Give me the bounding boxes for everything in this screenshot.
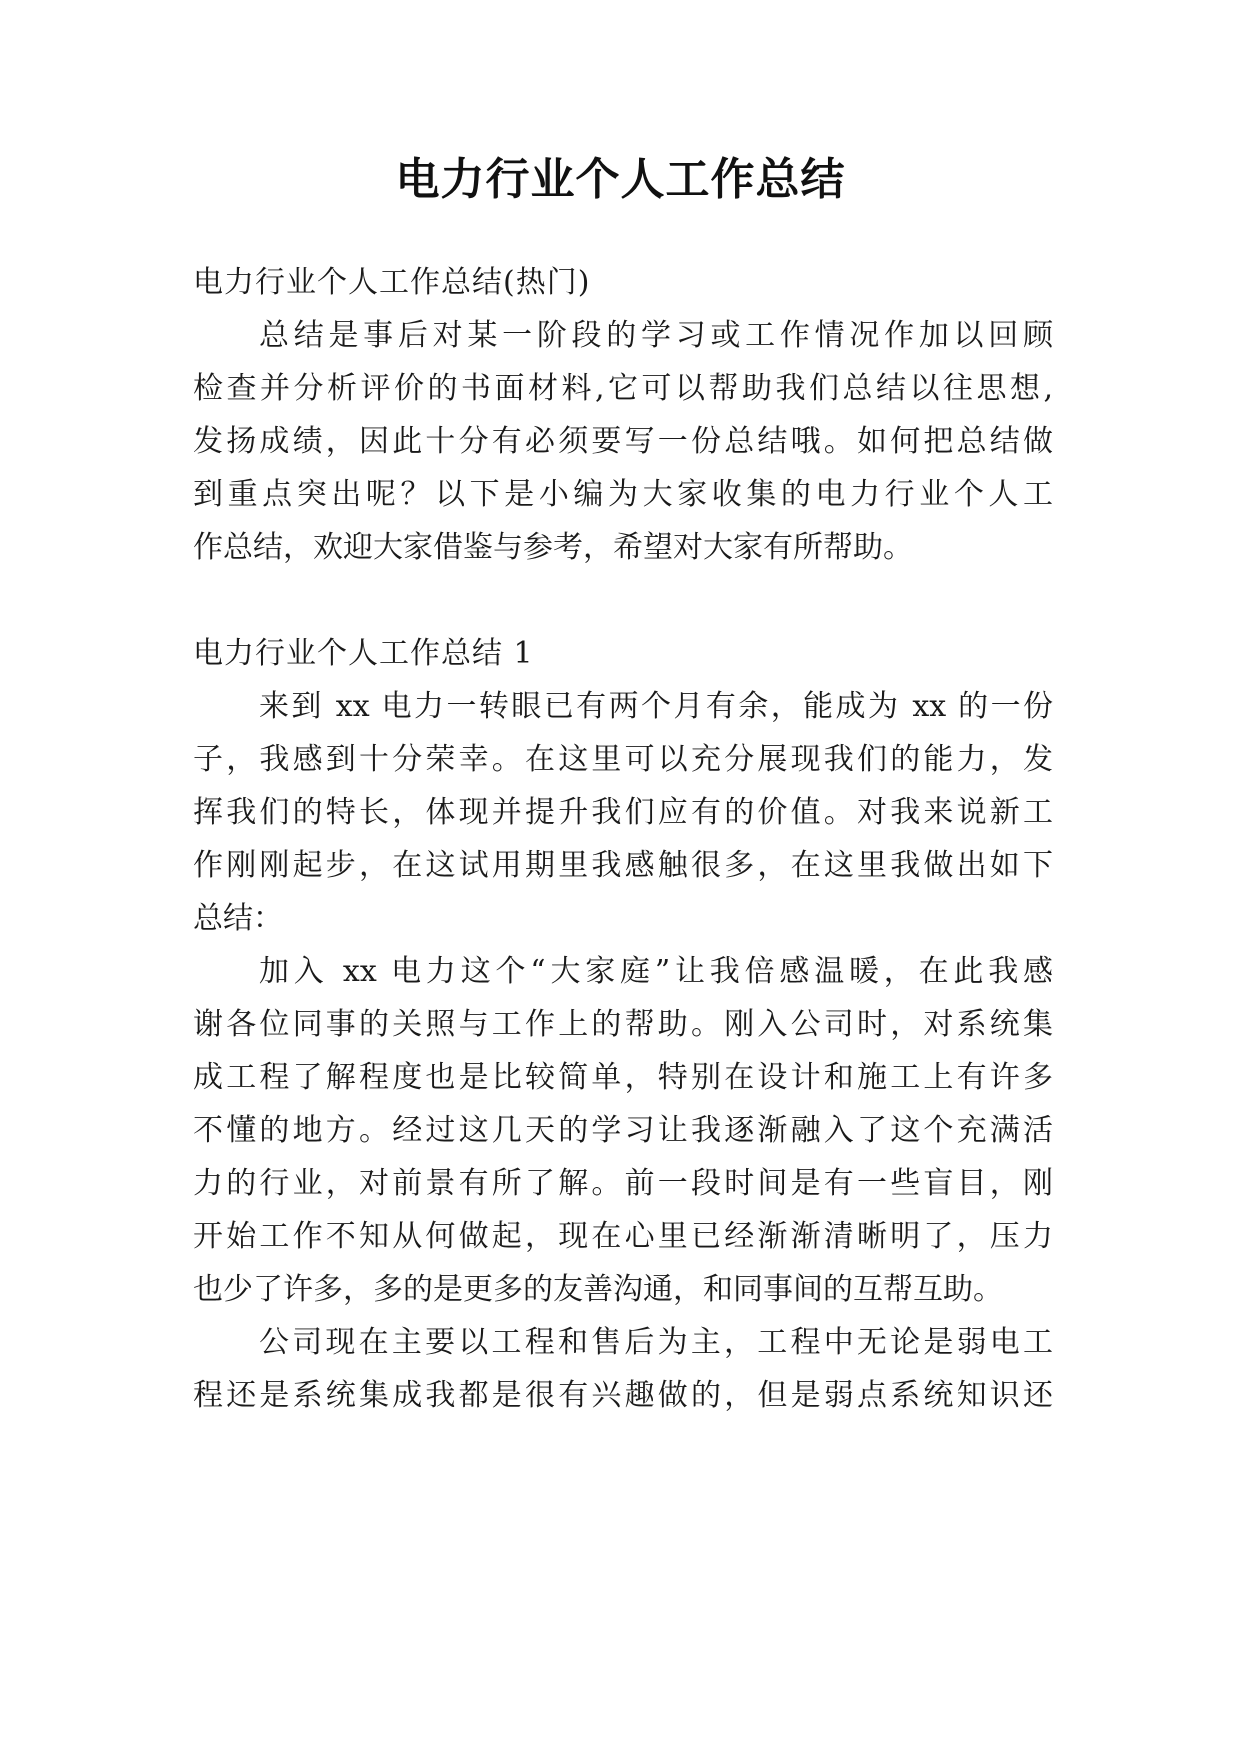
paragraph-line: 发扬成绩，因此十分有必须要写一份总结哦。如何把总结做: [193, 424, 1053, 459]
section-heading: 电力行业个人工作总结 1: [193, 636, 534, 671]
paragraph-line: 加入 xx 电力这个“大家庭”让我倍感温暖，在此我感: [259, 954, 1053, 989]
paragraph-line: 总结：: [193, 901, 283, 936]
section-heading: 电力行业个人工作总结(热门): [193, 265, 591, 300]
paragraph-line: 子，我感到十分荣幸。在这里可以充分展现我们的能力，发: [193, 742, 1053, 777]
paragraph-line: 不懂的地方。经过这几天的学习让我逐渐融入了这个充满活: [193, 1113, 1053, 1148]
paragraph-line: 公司现在主要以工程和售后为主，工程中无论是弱电工: [259, 1325, 1053, 1360]
paragraph-line: 作刚刚起步，在这试用期里我感触很多，在这里我做出如下: [193, 848, 1053, 883]
paragraph-line: 作总结，欢迎大家借鉴与参考，希望对大家有所帮助。: [193, 530, 913, 565]
paragraph-line: 谢各位同事的关照与工作上的帮助。刚入公司时，对系统集: [193, 1007, 1053, 1042]
paragraph-line: 挥我们的特长，体现并提升我们应有的价值。对我来说新工: [193, 795, 1053, 830]
paragraph-line: 开始工作不知从何做起，现在心里已经渐渐清晰明了，压力: [193, 1219, 1053, 1254]
paragraph-line: 检查并分析评价的书面材料,它可以帮助我们总结以往思想,: [193, 371, 1053, 406]
paragraph-line: 到重点突出呢？以下是小编为大家收集的电力行业个人工: [193, 477, 1053, 512]
paragraph-line: 力的行业，对前景有所了解。前一段时间是有一些盲目，刚: [193, 1166, 1053, 1201]
paragraph-line: 来到 xx 电力一转眼已有两个月有余，能成为 xx 的一份: [259, 689, 1053, 724]
paragraph-line: 程还是系统集成我都是很有兴趣做的，但是弱点系统知识还: [193, 1378, 1053, 1413]
paragraph-line: 成工程了解程度也是比较简单，特别在设计和施工上有许多: [193, 1060, 1053, 1095]
paragraph-line: 总结是事后对某一阶段的学习或工作情况作加以回顾: [259, 318, 1053, 353]
document-title: 电力行业个人工作总结: [395, 154, 846, 205]
paragraph-line: 也少了许多，多的是更多的友善沟通，和同事间的互帮互助。: [193, 1272, 1003, 1307]
